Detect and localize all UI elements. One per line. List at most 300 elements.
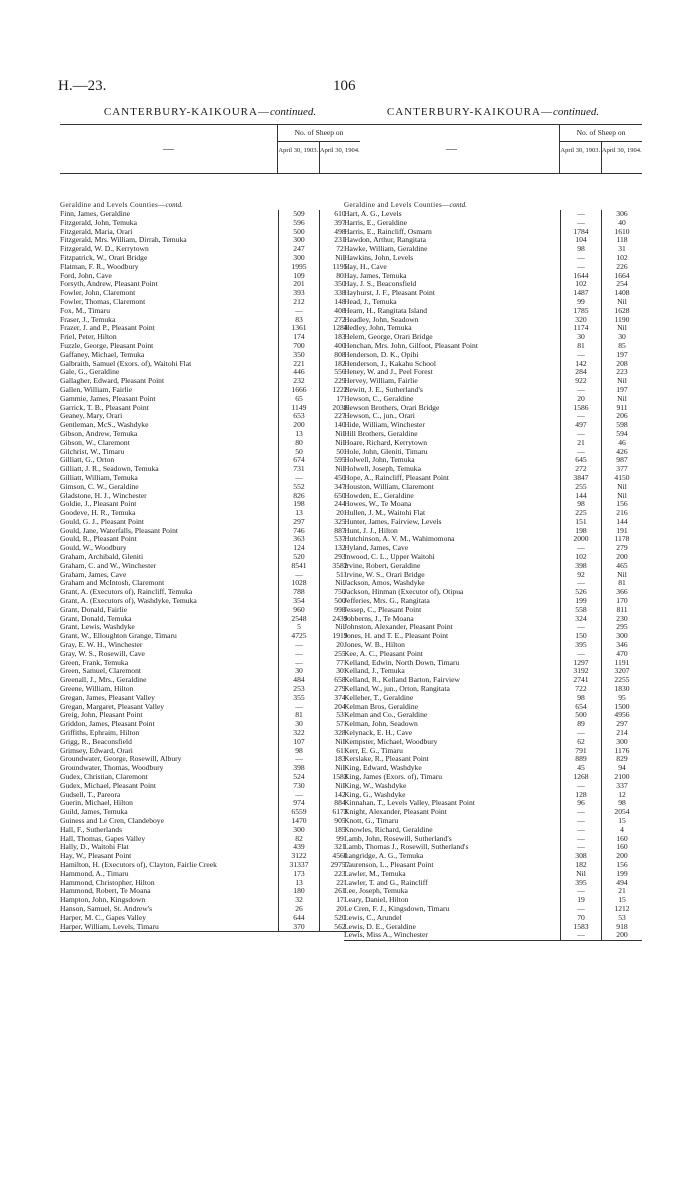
sheep-1903: — xyxy=(560,650,601,659)
sheep-1904: 350 xyxy=(319,280,360,289)
sheep-1904: 53 xyxy=(601,914,642,923)
sheep-1903: 1995 xyxy=(278,263,319,272)
table-row xyxy=(344,360,642,369)
sheep-1903: 3192 xyxy=(560,667,601,676)
table-row xyxy=(60,500,360,509)
sheep-1904: Nil xyxy=(319,623,360,632)
sheep-1904: 98 xyxy=(601,799,642,808)
sheep-1904: 30 xyxy=(319,667,360,676)
sheep-1903: 322 xyxy=(278,729,319,738)
sheep-1904: 17 xyxy=(319,896,360,905)
owner-name: Hamilton, H. (Executors of), Clayton, Fairlie Creek xyxy=(60,860,217,869)
table-row xyxy=(60,650,360,659)
sheep-1903: 350 xyxy=(278,351,319,360)
table-row xyxy=(344,272,642,281)
table-row xyxy=(60,509,360,518)
sheep-1903: — xyxy=(560,905,601,914)
owner-name: Hyland, James, Cave xyxy=(344,544,409,553)
sheep-1903: 30 xyxy=(278,667,319,676)
sheep-1904: 911 xyxy=(601,404,642,413)
sheep-1904: 377 xyxy=(601,465,642,474)
sheep-1903: 674 xyxy=(278,456,319,465)
table-row xyxy=(60,430,360,439)
sheep-1903: 1268 xyxy=(560,773,601,782)
sheep-1903: 552 xyxy=(278,483,319,492)
sheep-1903: 98 xyxy=(560,500,601,509)
table-row xyxy=(60,755,360,764)
sheep-1904: 465 xyxy=(601,562,642,571)
sheep-1903: 81 xyxy=(278,711,319,720)
sheep-1904: 30 xyxy=(601,333,642,342)
sheep-1903: — xyxy=(278,703,319,712)
table-row xyxy=(60,245,360,254)
sheep-1903: 6559 xyxy=(278,808,319,817)
sheep-1904: 4150 xyxy=(601,474,642,483)
sheep-1903: 82 xyxy=(278,835,319,844)
sheep-1903: 225 xyxy=(560,509,601,518)
owner-name: Hay, James, Temuka xyxy=(344,271,407,280)
owner-name: Jefferies, Mrs. G., Rangitata xyxy=(344,597,430,606)
sheep-group-header: No. of Sheep on xyxy=(560,125,642,142)
table-row xyxy=(60,694,360,703)
sheep-1903: 180 xyxy=(278,887,319,896)
owner-name: Kelman Bros, Geraldine xyxy=(344,702,419,711)
sheep-1903: 393 xyxy=(278,289,319,298)
owner-name: Harris, E., Raincliff, Osmarn xyxy=(344,227,432,236)
owner-name: Gudex, Christian, Claremont xyxy=(60,773,148,781)
owner-name: Graham, James, Cave xyxy=(60,570,127,579)
owner-name: Grant, Lewis, Washdyke xyxy=(60,623,135,632)
owner-name: Kempster, Michael, Woodbury xyxy=(344,737,438,746)
table-row xyxy=(344,518,642,527)
sheep-1903: 98 xyxy=(560,694,601,703)
sheep-1904: 226 xyxy=(601,263,642,272)
owner-name: Langridge, A. G., Temuka xyxy=(344,852,424,861)
sheep-1904: 494 xyxy=(601,879,642,888)
sheep-1904: 1284 xyxy=(319,324,360,333)
sheep-1904: 53 xyxy=(319,711,360,720)
sheep-1904: 191 xyxy=(601,527,642,536)
owner-name: Henderson, D. K., Opihi xyxy=(344,350,419,359)
sheep-1903: 20 xyxy=(560,395,601,404)
sheep-1904: 197 xyxy=(601,386,642,395)
sheep-1904: 1190 xyxy=(601,316,642,325)
table-row xyxy=(60,483,360,492)
sheep-1904: 295 xyxy=(601,623,642,632)
owner-name: Gould, Jane, Waterfalls, Pleasant Point xyxy=(60,526,178,535)
sheep-1904: 261 xyxy=(319,887,360,896)
sheep-1903: 300 xyxy=(278,236,319,245)
sheep-1903: 1644 xyxy=(560,272,601,281)
table-row xyxy=(60,579,360,588)
owner-name: Henchan, Mrs. John, Gilfoot, Pleasant Point xyxy=(344,341,478,350)
sheep-1904: 46 xyxy=(601,439,642,448)
owner-name: Hawke, William, Geraldine xyxy=(344,245,428,254)
sheep-1903: 826 xyxy=(278,492,319,501)
right-column-title: CANTERBURY-KAIKOURA—continued. xyxy=(386,106,600,118)
owner-name: Hope, A., Raincliff, Pleasant Point xyxy=(344,473,449,482)
sheep-1903: 19 xyxy=(560,896,601,905)
sheep-1903: 791 xyxy=(560,747,601,756)
sheep-1904: 1583 xyxy=(319,773,360,782)
owner-name: Hearn, H., Rangitata Island xyxy=(344,306,428,315)
col-1903-header: April 30, 1903. xyxy=(278,147,319,154)
sheep-1903: — xyxy=(560,729,601,738)
table-row xyxy=(344,316,642,325)
owner-name: Kelleher, T., Geraldine xyxy=(344,693,414,702)
sheep-1904: 987 xyxy=(601,456,642,465)
sheep-1904: 556 xyxy=(319,368,360,377)
sheep-1904: 227 xyxy=(319,412,360,421)
sheep-1904: 1408 xyxy=(601,289,642,298)
owner-name: Fitzgerald, John, Temuka xyxy=(60,218,137,227)
col-1904-header: April 30, 1904. xyxy=(601,142,643,173)
owner-name: Hall, Thomas, Gapes Valley xyxy=(60,834,146,843)
sheep-1904: 450 xyxy=(319,474,360,483)
sheep-1904: 998 xyxy=(319,606,360,615)
sheep-1903: 398 xyxy=(278,764,319,773)
sheep-1903: 5 xyxy=(278,623,319,632)
sheep-1903: — xyxy=(560,887,601,896)
sheep-1903: 722 xyxy=(560,685,601,694)
right-table-body xyxy=(344,210,642,941)
table-row xyxy=(344,852,642,861)
section-heading: Geraldine and Levels Counties—contd. xyxy=(344,201,467,209)
sheep-1904: 216 xyxy=(601,509,642,518)
sheep-1903: 1149 xyxy=(278,404,319,413)
owner-name: Lewis, Miss A., Winchester xyxy=(344,931,428,940)
sheep-1903: 596 xyxy=(278,219,319,228)
owner-name: Le Cren, F. J., Kingsdown, Timaru xyxy=(344,904,450,913)
sheep-1903: 13 xyxy=(278,430,319,439)
table-row xyxy=(344,368,642,377)
table-row xyxy=(60,544,360,553)
sheep-1904: 223 xyxy=(601,368,642,377)
sheep-1904: 293 xyxy=(319,553,360,562)
sheep-1903: 253 xyxy=(278,685,319,694)
table-row xyxy=(344,236,642,245)
sheep-1904: 905 xyxy=(319,817,360,826)
sheep-1904: 94 xyxy=(601,764,642,773)
table-row xyxy=(344,659,642,668)
sheep-1903: 960 xyxy=(278,606,319,615)
sheep-1903: 247 xyxy=(278,245,319,254)
table-row xyxy=(60,879,360,888)
sheep-1904: 1830 xyxy=(601,685,642,694)
sheep-1904: 884 xyxy=(319,799,360,808)
sheep-1903: 199 xyxy=(560,597,601,606)
table-row xyxy=(60,738,360,747)
owner-name: Fuzzle, George, Pleasant Point xyxy=(60,341,154,350)
owner-name: Flatman, F. R., Woodbury xyxy=(60,262,139,271)
sheep-1904: 20 xyxy=(319,641,360,650)
sheep-1904: 50 xyxy=(319,448,360,457)
owner-name: Gladstone, H. J., Winchester xyxy=(60,491,147,500)
owner-name: Lawler, T. and G., Raincliff xyxy=(344,878,428,887)
sheep-1903: — xyxy=(560,623,601,632)
sheep-1903: Nil xyxy=(560,870,601,879)
table-row xyxy=(60,773,360,782)
owner-name: Gallagher, Edward, Pleasant Point xyxy=(60,377,165,386)
sheep-1904: 397 xyxy=(319,219,360,228)
owner-name: Head, J., Temuka xyxy=(344,297,397,306)
table-row xyxy=(60,342,360,351)
sheep-1904: 170 xyxy=(601,597,642,606)
owner-name: Kerr, E. G., Timaru xyxy=(344,746,403,755)
table-row xyxy=(344,377,642,386)
sheep-1903: 104 xyxy=(560,236,601,245)
sheep-1903: 446 xyxy=(278,368,319,377)
sheep-1904: 57 xyxy=(319,720,360,729)
sheep-1904: 156 xyxy=(601,861,642,870)
owner-name: Gibson, W., Claremont xyxy=(60,438,130,447)
sheep-1903: 1174 xyxy=(560,324,601,333)
table-row xyxy=(60,280,360,289)
owner-name: Grant, A. (Executors of), Washdyke, Temuka xyxy=(60,597,197,606)
sheep-1904: 200 xyxy=(601,852,642,861)
sheep-1904: Nil xyxy=(601,492,642,501)
sheep-1903: 272 xyxy=(560,465,601,474)
owner-name: Jobberns, J., Te Moana xyxy=(344,614,414,623)
sheep-1903: 308 xyxy=(560,852,601,861)
sheep-1904: 148 xyxy=(319,298,360,307)
sheep-1903: — xyxy=(560,835,601,844)
sheep-1903: — xyxy=(560,782,601,791)
sheep-1903: — xyxy=(560,210,601,219)
sheep-1904: 2439 xyxy=(319,615,360,624)
owner-name: Hill Brothers, Geraldine xyxy=(344,429,418,438)
table-row xyxy=(344,562,642,571)
sheep-1903: 1784 xyxy=(560,228,601,237)
owner-name: Grigg, R., Beaconsfield xyxy=(60,737,132,746)
sheep-1903: 788 xyxy=(278,588,319,597)
sheep-1903: 31337 xyxy=(278,861,319,870)
page-number: 106 xyxy=(333,78,356,94)
sheep-1903: 212 xyxy=(278,298,319,307)
sheep-1904: Nil xyxy=(319,254,360,263)
table-row xyxy=(60,421,360,430)
table-row xyxy=(60,333,360,342)
sheep-1904: Nil xyxy=(319,465,360,474)
sheep-1904: 366 xyxy=(601,588,642,597)
sheep-1904: 156 xyxy=(601,500,642,509)
sheep-1903: 1028 xyxy=(278,579,319,588)
sheep-1903: 221 xyxy=(278,360,319,369)
table-row xyxy=(344,535,642,544)
sheep-1904: Nil xyxy=(319,579,360,588)
sheep-1904: 811 xyxy=(601,606,642,615)
table-row xyxy=(60,386,360,395)
sheep-1903: 102 xyxy=(560,280,601,289)
table-row xyxy=(60,791,360,800)
sheep-1903: 200 xyxy=(278,421,319,430)
table-row xyxy=(344,632,642,641)
owner-name: Griddon, James, Pleasant Point xyxy=(60,720,155,729)
table-row xyxy=(60,228,360,237)
table-row xyxy=(344,509,642,518)
table-row xyxy=(60,562,360,571)
owner-name: Hutchinson, A. V. M., Wahimomona xyxy=(344,535,455,544)
table-row xyxy=(60,210,360,219)
sheep-1904: 4 xyxy=(601,826,642,835)
col-1903-header: April 30, 1903. xyxy=(560,147,601,154)
owner-name: Guerin, Michael, Hilton xyxy=(60,799,133,808)
sheep-1903: — xyxy=(560,263,601,272)
table-row xyxy=(344,826,642,835)
sheep-1903: 70 xyxy=(560,914,601,923)
sheep-1904: 1195 xyxy=(319,263,360,272)
sheep-1903: 395 xyxy=(560,641,601,650)
sheep-1903: 395 xyxy=(560,879,601,888)
table-row xyxy=(344,456,642,465)
sheep-1903: 730 xyxy=(278,782,319,791)
owner-name: Hedley, John, Temuka xyxy=(344,324,412,333)
sheep-1904: 204 xyxy=(319,703,360,712)
owner-name: Harris, E., Geraldine xyxy=(344,218,408,227)
table-row xyxy=(344,448,642,457)
sheep-1904: 6173 xyxy=(319,808,360,817)
owner-name: Ford, John, Cave xyxy=(60,271,112,280)
sheep-1904: 31 xyxy=(601,245,642,254)
sheep-1904: 4560 xyxy=(319,852,360,861)
table-row xyxy=(344,703,642,712)
sheep-1904: 61 xyxy=(319,747,360,756)
sheep-1904: 426 xyxy=(601,448,642,457)
owner-name: Groundwater, Thomas, Woodbury xyxy=(60,764,164,773)
sheep-1904: 72 xyxy=(319,245,360,254)
owner-name: Kelynack, E. H., Cave xyxy=(344,729,413,738)
table-row xyxy=(60,263,360,272)
sheep-1903: 746 xyxy=(278,527,319,536)
owner-name: King, Edward, Washdyke xyxy=(344,764,422,773)
sheep-1904: 182 xyxy=(319,360,360,369)
owner-name: Kelland, Edwin, North Down, Timaru xyxy=(344,658,460,667)
owner-name: Guiness and Le Cren, Clandeboye xyxy=(60,816,164,825)
sheep-1904: 81 xyxy=(601,579,642,588)
sheep-1904: 118 xyxy=(601,236,642,245)
sheep-1904: 15 xyxy=(601,896,642,905)
owner-name: Gray, W. S., Rosewill, Cave xyxy=(60,649,145,658)
sheep-1904: 229 xyxy=(319,377,360,386)
sheep-1903: — xyxy=(278,659,319,668)
sheep-1904: 20 xyxy=(319,509,360,518)
owner-name: Gallen, William, Fairlie xyxy=(60,385,133,394)
table-row xyxy=(344,492,642,501)
table-row xyxy=(344,421,642,430)
owner-name: Johnston, Alexander, Pleasant Point xyxy=(344,623,453,632)
sheep-1903: 2548 xyxy=(278,615,319,624)
owner-name: Holwell, John, Temuka xyxy=(344,456,415,465)
owner-name: Gilliatt, William, Temuka xyxy=(60,473,138,482)
sheep-1904: 658 xyxy=(319,676,360,685)
owner-name: Laurenson, L., Pleasant Point xyxy=(344,860,434,869)
table-row xyxy=(344,861,642,870)
sheep-1903: 324 xyxy=(560,615,601,624)
owner-name: Houston, William, Claremont xyxy=(344,482,434,491)
table-row xyxy=(344,254,642,263)
name-col-header: — xyxy=(163,143,174,155)
table-row xyxy=(60,439,360,448)
table-row xyxy=(60,817,360,826)
sheep-1903: 198 xyxy=(278,500,319,509)
sheep-1903: 8541 xyxy=(278,562,319,571)
sheep-1903: 13 xyxy=(278,509,319,518)
table-row xyxy=(344,404,642,413)
table-row xyxy=(344,773,642,782)
sheep-1904: 500 xyxy=(319,597,360,606)
table-row xyxy=(60,896,360,905)
table-row xyxy=(344,307,642,316)
sheep-1903: 526 xyxy=(560,588,601,597)
table-row xyxy=(344,500,642,509)
owner-name: Gammie, James, Pleasant Point xyxy=(60,394,156,403)
sheep-1904: 750 xyxy=(319,588,360,597)
owner-name: Hall, F., Sutherlands xyxy=(60,825,123,834)
sheep-1903: 654 xyxy=(560,703,601,712)
sheep-1904: 1664 xyxy=(601,272,642,281)
table-row xyxy=(60,351,360,360)
sheep-1904: 2100 xyxy=(601,773,642,782)
table-row xyxy=(60,905,360,914)
table-row xyxy=(60,571,360,580)
table-row xyxy=(344,931,642,940)
table-row xyxy=(344,263,642,272)
sheep-1904: 142 xyxy=(319,791,360,800)
sheep-1904: 498 xyxy=(319,228,360,237)
table-row xyxy=(344,808,642,817)
table-row xyxy=(60,474,360,483)
sheep-1904: 610 xyxy=(319,210,360,219)
owner-name: Fowler, Thomas, Claremont xyxy=(60,297,146,306)
sheep-1904: 595 xyxy=(319,456,360,465)
sheep-1904: 562 xyxy=(319,923,360,932)
sheep-1903: 644 xyxy=(278,914,319,923)
table-row xyxy=(60,254,360,263)
name-col-header: — xyxy=(446,143,457,155)
table-row xyxy=(60,887,360,896)
owner-name: Holwell, Joseph, Temuka xyxy=(344,465,421,474)
table-row xyxy=(60,456,360,465)
owner-name: Lamb, John, Rosewill, Sutherland's xyxy=(344,834,452,843)
sheep-1904: 300 xyxy=(601,738,642,747)
owner-name: Grant, W., Elloughton Grange, Timaru xyxy=(60,632,177,641)
sheep-1904: Nil xyxy=(319,782,360,791)
table-row xyxy=(60,843,360,852)
sheep-1903: 354 xyxy=(278,597,319,606)
owner-name: Graham, C. and W., Winchester xyxy=(60,561,157,570)
table-row xyxy=(344,738,642,747)
table-row xyxy=(60,711,360,720)
sheep-1903: 889 xyxy=(560,755,601,764)
table-row xyxy=(60,289,360,298)
sheep-1904: 1610 xyxy=(601,228,642,237)
owner-name: Hide, William, Winchester xyxy=(344,421,425,430)
table-row xyxy=(60,518,360,527)
sheep-1904: 29757 xyxy=(319,861,360,870)
sheep-1903: 1297 xyxy=(560,659,601,668)
sheep-1903: 30 xyxy=(560,333,601,342)
owner-name: Fraser, J., Temuka xyxy=(60,315,116,324)
owner-name: Guild, James, Temuka xyxy=(60,808,128,817)
sheep-1903: 558 xyxy=(560,606,601,615)
sheep-1904: 650 xyxy=(319,492,360,501)
sheep-1904: 1191 xyxy=(601,659,642,668)
table-row xyxy=(60,799,360,808)
table-row xyxy=(60,588,360,597)
owner-name: Fitzgerald, W. D., Kerrytown xyxy=(60,245,149,254)
table-row xyxy=(60,826,360,835)
sheep-1904: 254 xyxy=(601,280,642,289)
